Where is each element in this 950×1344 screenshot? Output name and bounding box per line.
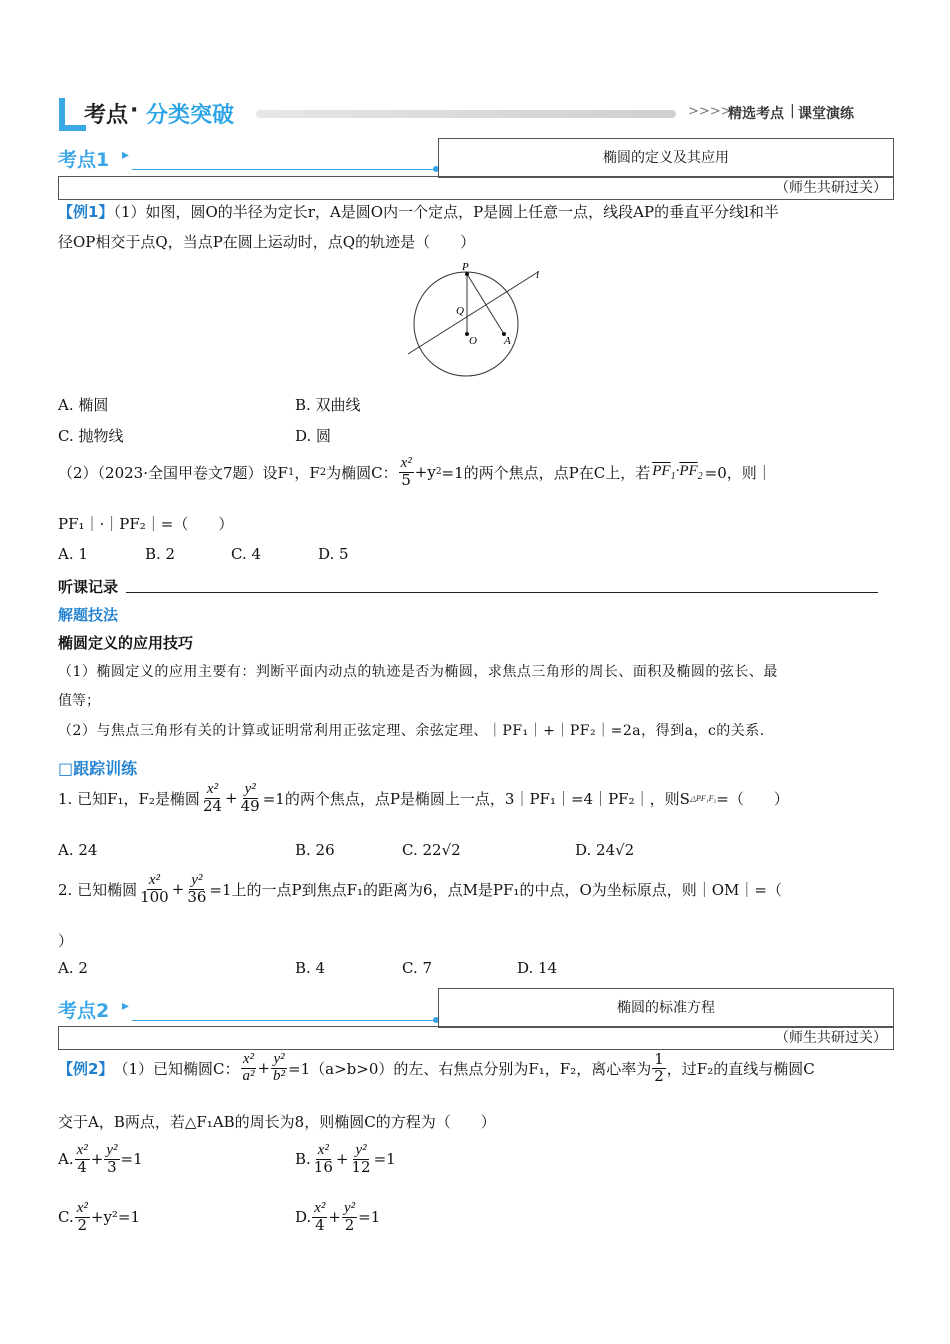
header-right-a: 精选考点 [728, 106, 784, 122]
ex1-q2-d: +y [414, 463, 436, 482]
practice-q1-frac1: $\frac{\text{x²}}{24}$ [202, 781, 223, 815]
record-label: 听课记录 [58, 578, 119, 596]
ex2-label: 【例2】 [58, 1059, 114, 1078]
practice-q2: 2. 已知椭圆 $\frac{\text{x²}}{100}$ + $\frac{\text{y²}}{36}$ =1上的一点P到焦点F₁的距离为6，点M是PF₁的中点，O为坐标原点，则｜OM｜=（ [58, 872, 782, 906]
section2-tag: 考点2 [58, 1000, 110, 1022]
section2-title: 椭圆的标准方程 [617, 1000, 715, 1016]
ex1-q2-opt-a: A. 1 [58, 545, 88, 563]
ex1-text2: 径OP相交于点Q，当点P在圆上运动时，点Q的轨迹是（ ） [58, 233, 476, 251]
header-right-sep: | [790, 103, 795, 119]
section1-tag: 考点1 [58, 149, 110, 171]
record-line[interactable] [126, 592, 878, 593]
ex1-q2-a: （2）（2023·全国甲卷文7题）设F [58, 463, 288, 482]
practice-q1: 1. 已知F₁，F₂是椭圆 $\frac{\text{x²}}{24}$ + $\frac{\text{y²}}{49}$ =1的两个焦点，点P是椭圆上一点，3｜PF₁｜=4｜PF₂｜，则S △PF₁F₂ =（ ） [58, 781, 789, 815]
practice-q2-a: 2. 已知椭圆 [58, 880, 138, 899]
section2-underline [132, 1020, 438, 1021]
header-banner [58, 96, 888, 132]
ex1-line1 [58, 201, 779, 222]
fig-label-P: P [462, 261, 469, 273]
header-right-b: 课堂演练 [798, 106, 854, 122]
fig-label-O: O [469, 335, 477, 347]
practice-q2-opt-b: B. 4 [295, 959, 326, 977]
practice-q2-opt-a: A. 2 [58, 959, 88, 977]
section2-note: （师生共研过关） [775, 1030, 887, 1046]
header-arrows: >>>> [688, 104, 732, 119]
practice-q1-opt-c: C. 22√2 [402, 841, 461, 859]
section1-underline [132, 169, 438, 170]
ex2-frac-e: $\frac{1}{2}$ [654, 1050, 664, 1085]
ex2-l1-c: ，过F₂的直线与椭圆C [666, 1059, 815, 1078]
header-title-right: 分类突破 [146, 103, 235, 128]
fig-label-Q: Q [456, 305, 464, 317]
ex1-q2-c: 为椭圆C： [326, 463, 398, 482]
ex1-q2-line1: （2）（2023·全国甲卷文7题）设F 1 ，F 2 为椭圆C： $\frac{\text{x²}}{5}$ +y 2 =1的两个焦点，点P在C上，若 $\overline{PF}_1\cdot\overline{PF}_2$ =0，则｜ [58, 455, 772, 489]
ex1-q2-frac: $\frac{\text{x²}}{5}$ [400, 455, 412, 489]
practice-q1-opt-a: A. 24 [58, 841, 98, 859]
fig-label-l: l [536, 269, 540, 281]
method-label: 解题技法 [58, 606, 119, 624]
ex2-frac-a: $\frac{\text{x²}}{\text{a²}}$ [242, 1051, 255, 1084]
section2-note-box [58, 1026, 894, 1050]
tip-title: 椭圆定义的应用技巧 [58, 634, 194, 652]
ex1-opt-b: B. 双曲线 [295, 396, 361, 414]
practice-q1-opt-b: B. 26 [295, 841, 335, 859]
section1-arrow-icon: ▸ [122, 147, 130, 163]
section1-title: 椭圆的定义及其应用 [603, 150, 729, 166]
practice-q1-b: =1的两个焦点，点P是椭圆上一点，3｜PF₁｜=4｜PF₂｜，则S [262, 789, 690, 808]
ex1-opt-a: A. 椭圆 [58, 396, 109, 414]
ex1-q2-f: =0，则｜ [704, 463, 772, 482]
section1-note: （师生共研过关） [775, 180, 887, 196]
practice-q2-opt-d: D. 14 [517, 959, 558, 977]
practice-q2-frac2: $\frac{\text{y²}}{36}$ [187, 872, 207, 906]
ex1-q2-opt-d: D. 5 [318, 545, 349, 563]
ex1-q2-e: =1的两个焦点，点P在C上，若 [441, 463, 651, 482]
ex1-q2-vectors: $\overline{PF}_1\cdot\overline{PF}_2$ [652, 462, 703, 482]
section1-note-box [58, 176, 894, 200]
ex2-frac-b: $\frac{\text{y²}}{\text{b²}}$ [273, 1051, 286, 1084]
ex2-opt-b: B. $\frac{\text{x²}}{16}$ + $\frac{\text{y²}}{12}$ =1 [295, 1142, 396, 1176]
practice-q1-c: =（ ） [716, 789, 789, 808]
ex2-opt-c: C. $\frac{\text{x²}}{2}$ +y²=1 [58, 1200, 141, 1234]
ex2-opt-a: A. $\frac{\text{x²}}{4}$ + $\frac{\text{y²}}{3}$ =1 [58, 1142, 143, 1176]
ex2-l1-a: （1）已知椭圆C： [113, 1059, 240, 1078]
practice-q1-sub: △PF₁F₂ [689, 793, 717, 803]
practice-q1-a: 1. 已知F₁，F₂是椭圆 [58, 789, 200, 808]
section2-title-box [438, 988, 894, 1028]
practice-q2-frac1: $\frac{\text{x²}}{100}$ [140, 872, 169, 906]
fig-label-A: A [504, 335, 511, 347]
ex2-line2: 交于A，B两点，若△F₁AB的周长为8，则椭圆C的方程为（ ） [58, 1113, 496, 1131]
ex1-q2-line2: PF₁｜·｜PF₂｜=（ ） [58, 515, 234, 533]
practice-q1-opt-d: D. 24√2 [575, 841, 635, 859]
header-gray-bar [256, 110, 676, 118]
ex1-q2-b: ，F [294, 463, 320, 482]
practice-q2-c: ） [58, 932, 74, 950]
tip2: （2）与焦点三角形有关的计算或证明常利用正弦定理、余弦定理、｜PF₁｜+｜PF₂｜=2a，得到a，c的关系. [58, 723, 765, 739]
ex1-opt-d: D. 圆 [295, 427, 332, 445]
ex2-l1-b: =1（a>b>0）的左、右焦点分别为F₁，F₂，离心率为 [288, 1059, 652, 1078]
tip1a: （1）椭圆定义的应用主要有：判断平面内动点的轨迹是否为椭圆，求焦点三角形的周长、面积及椭圆的弦长、最 [58, 664, 778, 680]
header-title-dot: · [130, 98, 139, 123]
practice-title: □跟踪训练 [58, 759, 138, 778]
section2-arrow-icon: ▸ [122, 998, 130, 1014]
section1-title-box [438, 138, 894, 178]
ex2-line1: 【例2】 （1）已知椭圆C： $\frac{\text{x²}}{\text{a²}}$ + $\frac{\text{y²}}{\text{b²}}$ =1（a>b>0）的左、右焦点分别为F₁，F₂，离心率为 $\frac{1}{2}$ ，过F₂的直线与椭圆C [58, 1050, 815, 1085]
ex1-label: 【例1】 [58, 203, 114, 221]
ex2-opt-d: D. $\frac{\text{x²}}{4}$ + $\frac{\text{y²}}{2}$ =1 [295, 1200, 381, 1234]
ex1-text1: （1）如图，圆O的半径为定长r，A是圆O内一个定点，P是圆上任意一点，线段AP的垂直平分线l和半 [113, 203, 779, 221]
header-title-left: 考点 [84, 103, 129, 128]
ex1-q2-opt-c: C. 4 [231, 545, 262, 563]
practice-q1-frac2: $\frac{\text{y²}}{49}$ [240, 781, 260, 815]
ex1-figure [400, 258, 560, 390]
ex1-opt-c: C. 抛物线 [58, 427, 124, 445]
practice-q2-b: =1上的一点P到焦点F₁的距离为6，点M是PF₁的中点，O为坐标原点，则｜OM｜=（ [209, 880, 782, 899]
tip1b: 值等； [58, 693, 100, 709]
practice-q2-opt-c: C. 7 [402, 959, 433, 977]
ex1-q2-opt-b: B. 2 [145, 545, 176, 563]
